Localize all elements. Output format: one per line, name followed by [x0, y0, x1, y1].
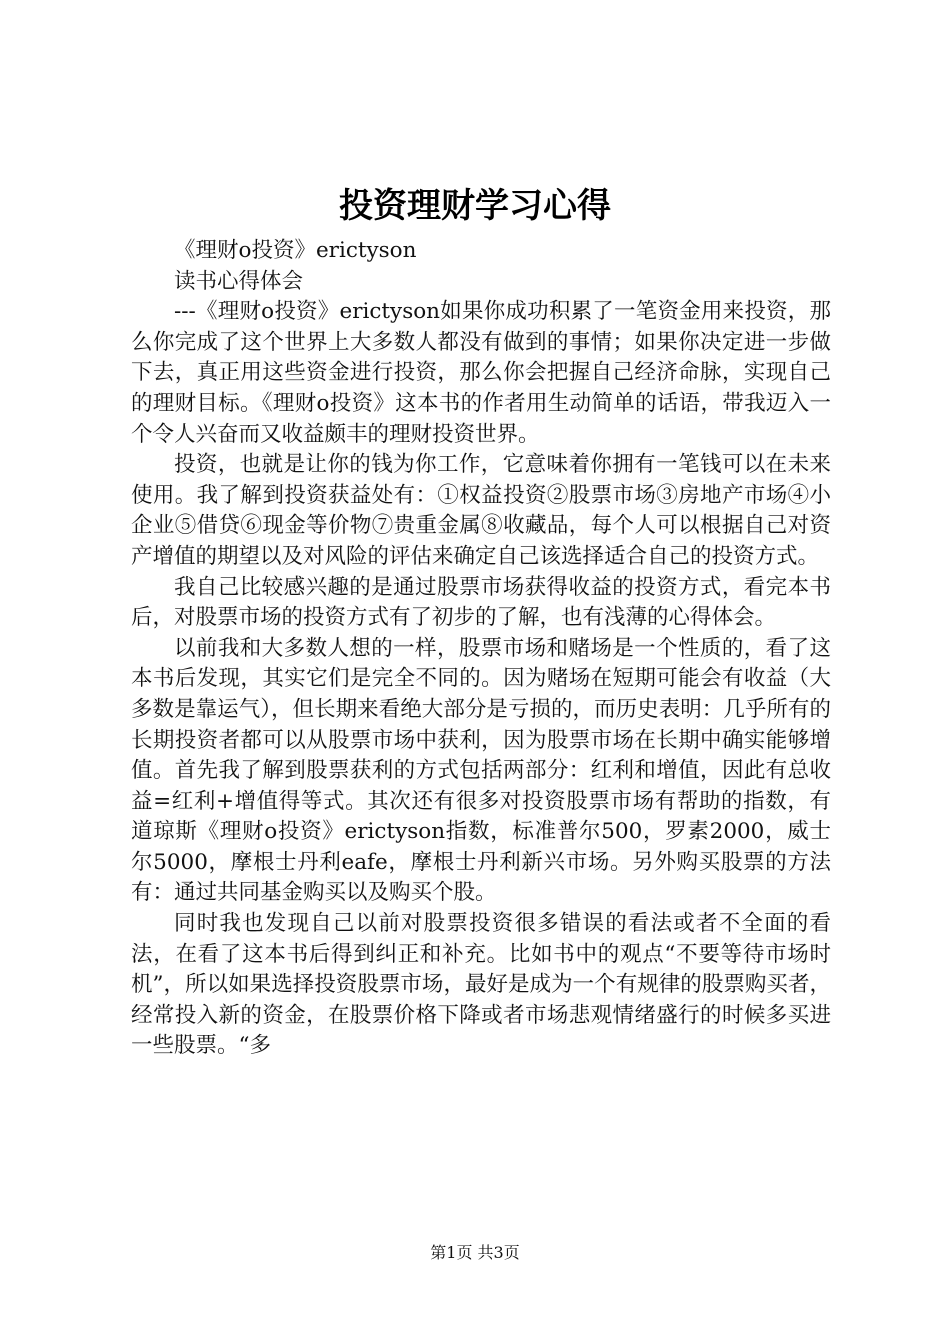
paragraph-subtitle: 读书心得体会: [174, 268, 304, 294]
document-title: 投资理财学习心得: [339, 186, 611, 226]
paragraph-book-title: 《理财o投资》erictyson: [174, 238, 417, 263]
document-body: [131, 236, 831, 1062]
paragraph: 以前我和大多数人想的一样，股票市场和赌场是一个性质的，看了这本书后发现，其实它们是完全不同的。因为赌场在短期可能会有收益（大多数是靠运气），但长期来看绝大部分是亏损的，而历史表明：几乎所有的长期投资者都可以从股票市场中获利，因为股票市场在长期中确实能够增值。首先我了解到股票获利的方式包括两部分：红利和增值，因此有总收益=红利+增值得等式。其次还有很多对投资股票市场有帮助的指数，有道琼斯《理财o投资》erictyson指数，标准普尔500，罗素2000，威士尔5000，摩根士丹利eafe，摩根士丹利新兴市场。另外购买股票的方法有：通过共同基金购买以及购买个股。: [131, 635, 831, 906]
paragraph: ---《理财o投资》erictyson如果你成功积累了一笔资金用来投资，那么你完成了这个世界上大多数人都没有做到的事情；如果你决定进一步做下去，真正用这些资金进行投资，那么你会把握自己经济命脉，实现自己的理财目标。《理财o投资》这本书的作者用生动简单的话语，带我迈入一个令人兴奋而又收益颇丰的理财投资世界。: [131, 299, 831, 447]
paragraph: 投资，也就是让你的钱为你工作，它意味着你拥有一笔钱可以在未来使用。我了解到投资获益处有：①权益投资②股票市场③房地产市场④小企业⑤借贷⑥现金等价物⑦贵重金属⑧收藏品，每个人可以根据自己对资产增值的期望以及对风险的评估来确定自己该选择适合自己的投资方式。: [131, 452, 831, 569]
paragraph: 同时我也发现自己以前对股票投资很多错误的看法或者不全面的看法，在看了这本书后得到纠正和补充。比如书中的观点“不要等待市场时机”，所以如果选择投资股票市场，最好是成为一个有规律的股票购买者，经常投入新的资金，在股票价格下降或者市场悲观情绪盛行的时候多买进一些股票。“多: [131, 911, 831, 1059]
paragraph: 我自己比较感兴趣的是通过股票市场获得收益的投资方式，看完本书后，对股票市场的投资方式有了初步的了解，也有浅薄的心得体会。: [131, 574, 831, 631]
page-number-footer: 第1页 共3页: [430, 1243, 520, 1262]
